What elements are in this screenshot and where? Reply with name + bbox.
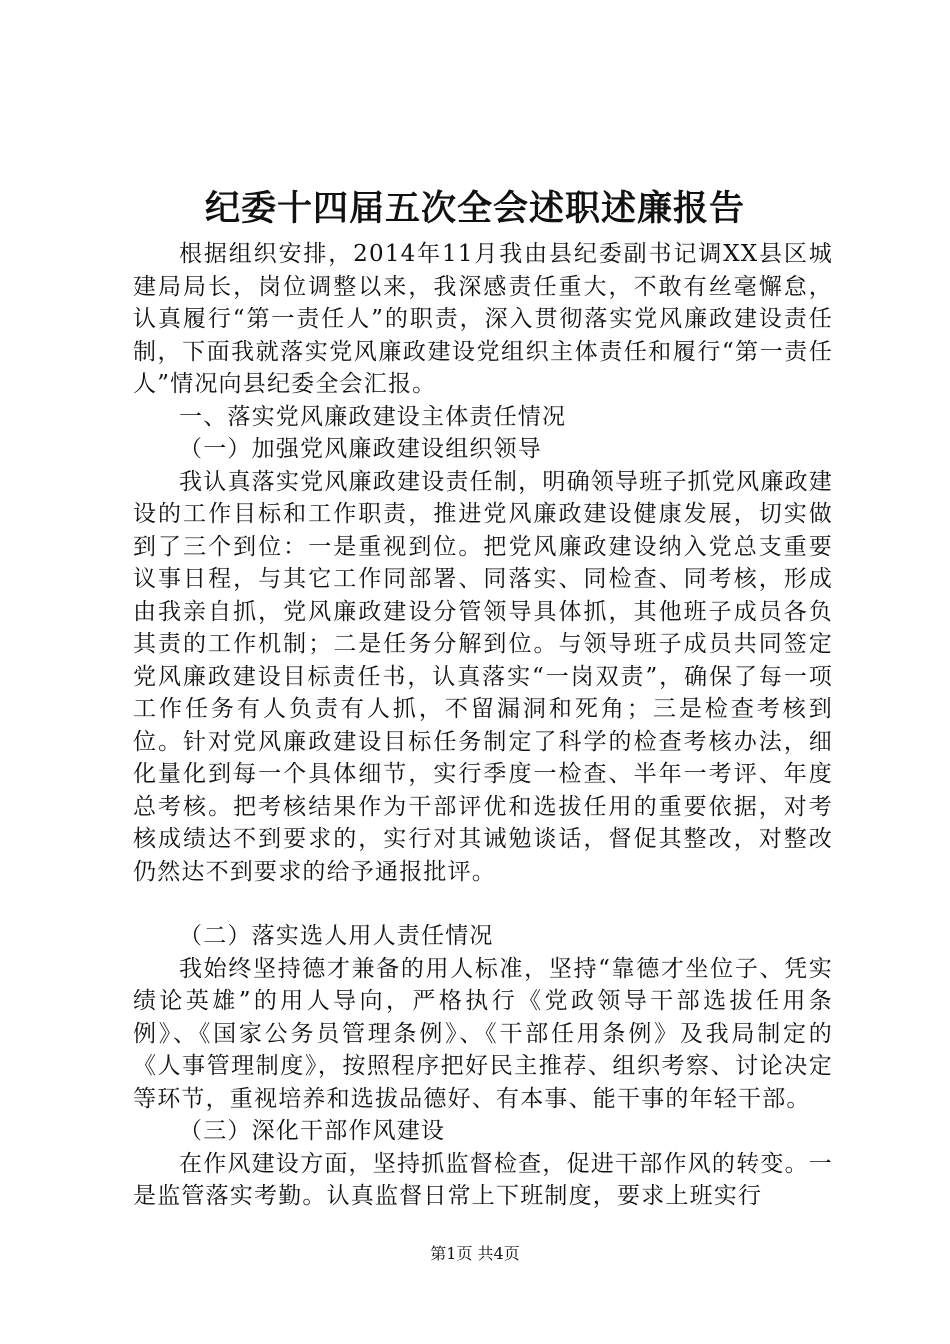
- subsection-heading-3: （三）深化干部作风建设: [179, 1118, 446, 1144]
- document-title: 纪委十四届五次全会述职述廉报告: [204, 188, 745, 229]
- document-body: [133, 238, 833, 1213]
- subsection-body-3: 在作风建设方面，坚持抓监督检查，促进干部作风的转变。一是监管落实考勤。认真监督日常上下班制度，要求上班实行: [133, 1150, 833, 1209]
- intro-paragraph: 根据组织安排，2014年11月我由县纪委副书记调XX县区城建局局长，岗位调整以来，我深感责任重大，不敢有丝毫懈怠，认真履行“第一责任人”的职责，深入贯彻落实党风廉政建设责任制，下面我就落实党风廉政建设党组织主体责任和履行“第一责任人”情况向县纪委全会汇报。: [133, 241, 833, 397]
- section-heading-1: 一、落实党风廉政建设主体责任情况: [179, 403, 567, 430]
- subsection-heading-1: （一）加强党风廉政建设组织领导: [179, 436, 542, 462]
- subsection-heading-2: （二）落实选人用人责任情况: [179, 923, 494, 949]
- page-footer: 第1页 共4页: [430, 1244, 520, 1263]
- subsection-body-1: 我认真落实党风廉政建设责任制，明确领导班子抓党风廉政建设的工作目标和工作职责，推进党风廉政建设健康发展，切实做到了三个到位：一是重视到位。把党风廉政建设纳入党总支重要议事日程，与其它工作同部署、同落实、同检查、同考核，形成由我亲自抓，党风廉政建设分管领导具体抓，其他班子成员各负其责的工作机制；二是任务分解到位。与领导班子成员共同签定党风廉政建设目标责任书，认真落实“一岗双责”，确保了每一项工作任务有人负责有人抓，不留漏洞和死角；三是检查考核到位。针对党风廉政建设目标任务制定了科学的检查考核办法，细化量化到每一个具体细节，实行季度一检查、半年一考评、年度总考核。把考核结果作为干部评优和选拔任用的重要依据，对考核成绩达不到要求的，实行对其诫勉谈话，督促其整改，对整改仍然达不到要求的给予通报批评。: [133, 468, 833, 885]
- subsection-body-2: 我始终坚持德才兼备的用人标准，坚持“靠德才坐位子、凭实绩论英雄”的用人导向，严格执行《党政领导干部选拔任用条例》、《国家公务员管理条例》、《干部任用条例》及我局制定的《人事管理制度》，按照程序把好民主推荐、组织考察、讨论决定等环节，重视培养和选拔品德好、有本事、能干事的年轻干部。: [133, 955, 833, 1112]
- paragraph-gap: [133, 888, 833, 920]
